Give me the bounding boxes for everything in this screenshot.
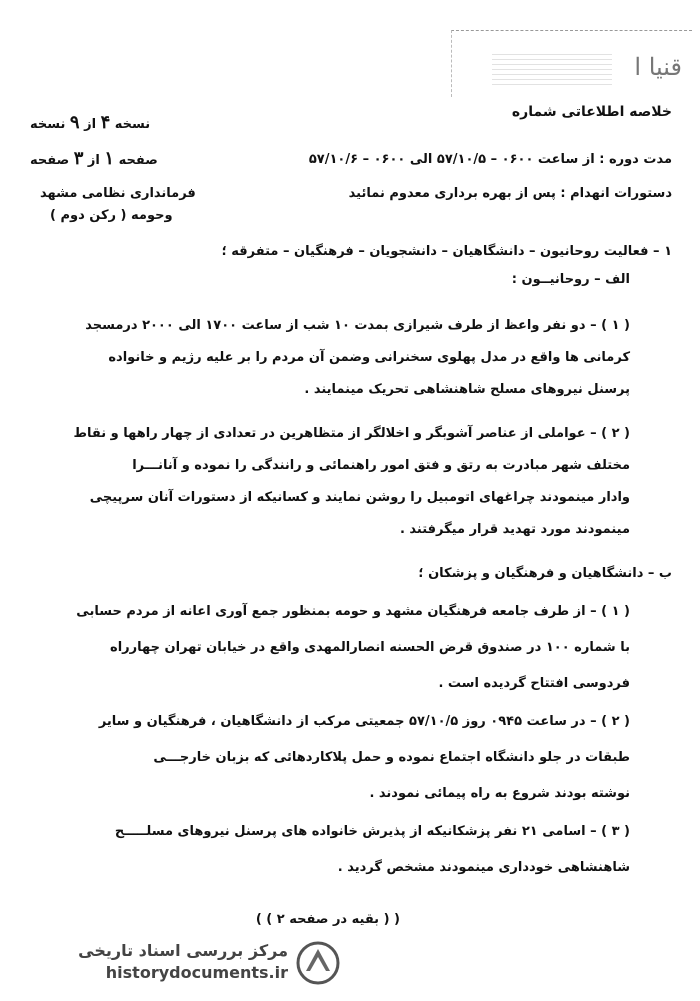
recipient-line-2: وحومه ( رکن دوم ): [50, 208, 173, 223]
archive-website: historydocuments.ir: [105, 963, 288, 982]
copy-label: نسخه: [114, 117, 151, 132]
archive-logo-icon: [296, 941, 340, 985]
item-a1-line2: کرمانی ها واقع در مدل پهلوی سخنرانی وضمن آن مردم را بر علیه رژیم و خانواده: [108, 350, 630, 365]
item-b1-line2: با شماره ۱۰۰ در صندوق قرض الحسنه انصارالمهدی واقع در خیابان تهران چهارراه: [110, 640, 630, 655]
item-b1-line1: ( ۱ ) – از طرف جامعه فرهنگیان مشهد و حومه بمنظور جمع آوری اعانه از مردم حسابی: [76, 604, 630, 619]
archive-watermark: [20, 939, 340, 987]
item-a2-line2: مختلف شهر مبادرت به رتق و فتق امور راهنمائی و رانندگی را نموده و آنانـــرا: [132, 458, 630, 473]
item-a2-line3: وادار مینمودند چراغهای اتومبیل را روشن نمایند و کسانیکه از دستورات آنان سرپیچی: [89, 490, 630, 505]
continued-note: ( ( بقیه در صفحه ۲ ) ): [255, 912, 400, 927]
item-a2-line1: ( ۲ ) – عواملی از عناصر آشوبگر و اخلالگر از متظاهرین در تعدادی از چهار راهها و نقاط: [73, 426, 630, 441]
page-of: از: [87, 153, 100, 168]
copy-of: از: [84, 117, 97, 132]
copy-suffix: نسخه: [30, 117, 66, 132]
page-number: ۱: [104, 148, 115, 169]
page-total: ۳: [73, 148, 84, 169]
stamp-area: [451, 30, 692, 97]
document-title: خلاصه اطلاعاتی شماره: [511, 104, 672, 120]
recipient-line-1: فرمانداری نظامی مشهد: [40, 186, 196, 201]
page-number-line: [30, 148, 158, 169]
item-b2-line1: ( ۲ ) – در ساعت ۰۹۴۵ روز ۵۷/۱۰/۵ جمعیتی مرکب از دانشگاهیان ، فرهنگیان و سایر: [98, 714, 630, 729]
item-b3-line1: ( ۳ ) – اسامی ۲۱ نفر پزشکانیکه از پذیرش خانواده های پرسنل نیروهای مسلـــــح: [114, 824, 630, 839]
copy-total: ۹: [69, 112, 80, 133]
section-b-heading: ب – دانشگاهیان و فرهنگیان و پزشکان ؛: [418, 566, 672, 581]
section-a-heading: الف – روحانیــون :: [511, 272, 630, 287]
archive-name: مرکز بررسی اسناد تاریخی: [78, 941, 288, 960]
copy-number-line: [30, 112, 150, 133]
page-suffix: صفحه: [30, 153, 70, 168]
stamp-scrawl: ﻗﻨﯿﺎ ﺍ: [634, 53, 682, 81]
item-a1-line3: پرسنل نیروهای مسلح شاهنشاهی تحریک مینمایند .: [304, 382, 630, 397]
period-line: مدت دوره : از ساعت ۰۶۰۰ – ۵۷/۱۰/۵ الی ۰۶۰۰ – ۵۷/۱۰/۶: [308, 152, 672, 167]
copy-number: ۴: [100, 112, 111, 133]
destruction-line: دستورات انهدام : پس از بهره برداری معدوم نمائید: [348, 186, 672, 201]
section-1-heading: ۱ – فعالیت روحانیون – دانشگاهیان – دانشجویان – فرهنگیان – متفرقه ؛: [221, 244, 672, 259]
stamp-ruling: [492, 51, 612, 85]
item-a1-line1: ( ۱ ) – دو نفر واعظ از طرف شیرازی بمدت ۱۰ شب از ساعت ۱۷۰۰ الی ۲۰۰۰ درمسجد: [85, 318, 630, 333]
item-b2-line3: نوشته بودند شروع به راه پیمائی نمودند .: [369, 786, 630, 801]
page-label: صفحه: [118, 153, 158, 168]
item-b1-line3: فردوسی افتتاح گردیده است .: [438, 676, 630, 691]
item-a2-line4: مینمودند مورد تهدید قرار میگرفتند .: [399, 522, 630, 537]
item-b3-line2: شاهنشاهی خودداری مینمودند مشخص گردید .: [337, 860, 630, 875]
item-b2-line2: طبقات در جلو دانشگاه اجتماع نموده و حمل پلاکاردهائی که بزبان خارجـــی: [153, 750, 630, 765]
